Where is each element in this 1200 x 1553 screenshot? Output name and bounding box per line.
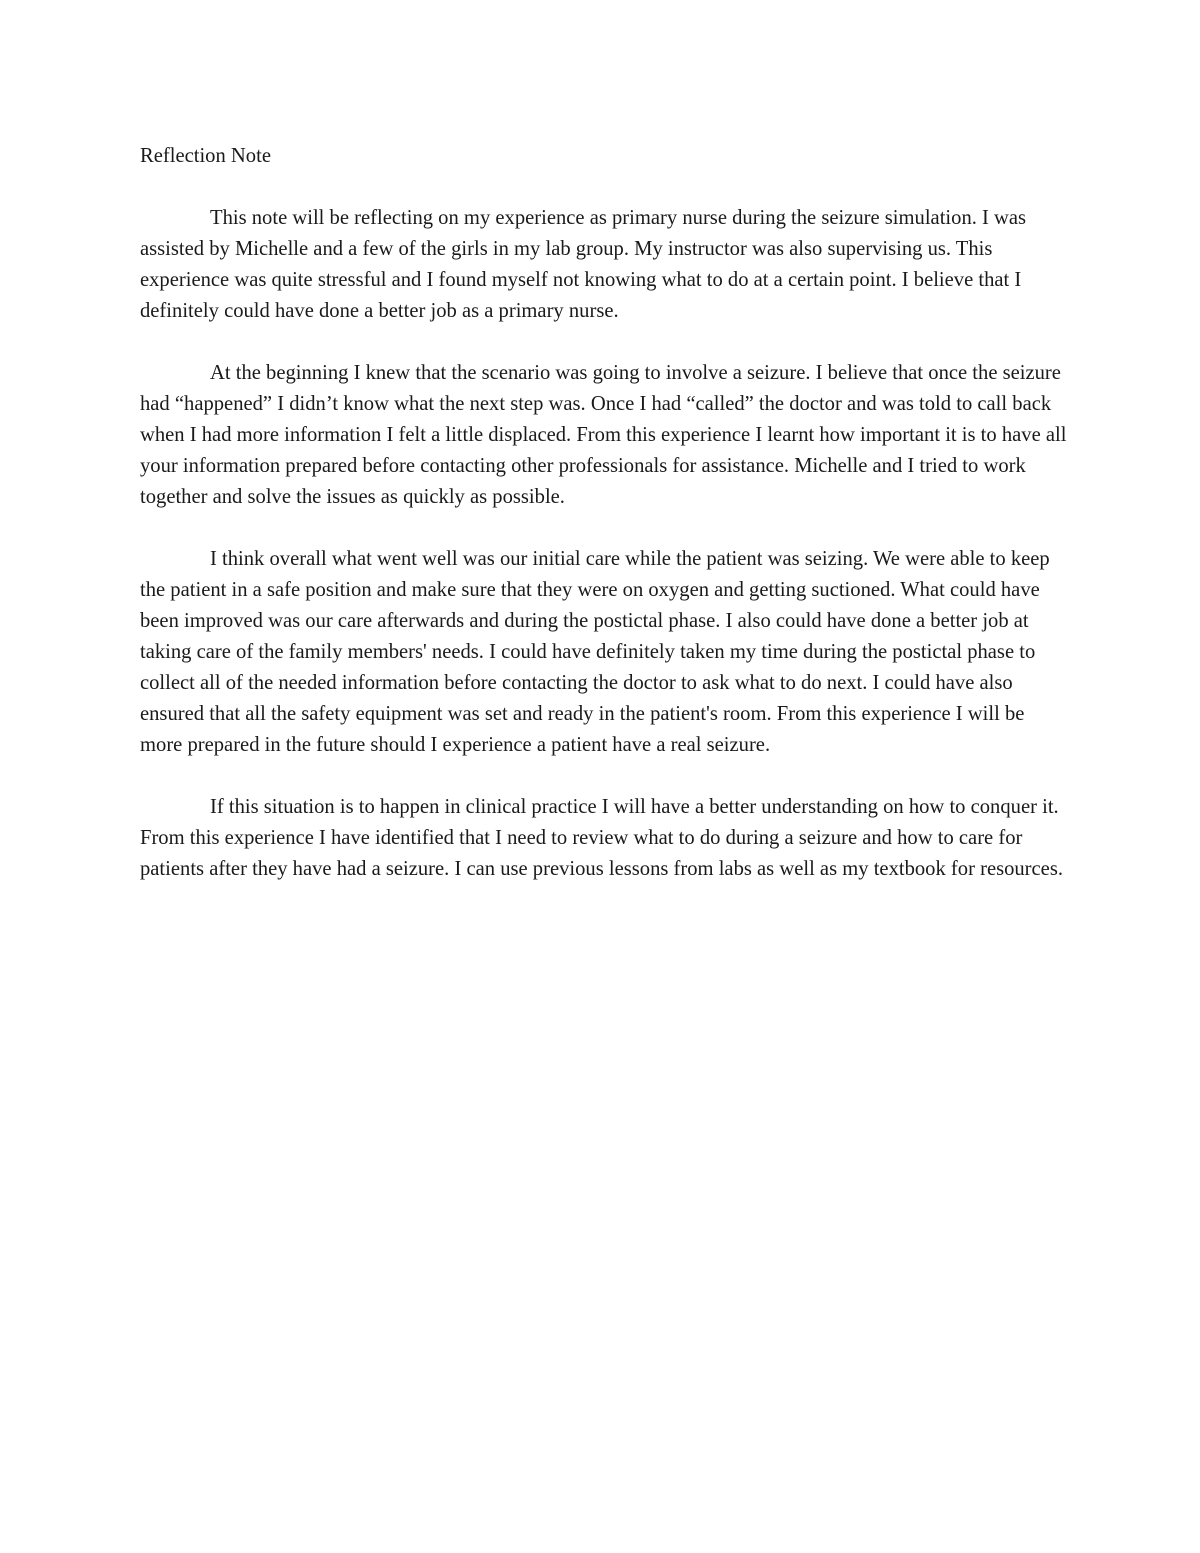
paragraph-3: I think overall what went well was our initial care while the patient was seizing. We were able to keep the patient in a safe position and make sure that they were on oxygen and getting suctioned. What could have been improved was our care afterwards and during the postictal phase. I also could have done a better job at taking care of the family members' needs. I could have definitely taken my time during the postictal phase to collect all of the needed information before contacting the doctor to ask what to do next. I could have also ensured that all the safety equipment was set and ready in the patient's room. From this experience I will be more prepared in the future should I experience a patient have a real seizure. xyxy=(140,548,1050,756)
paragraph-1: This note will be reflecting on my experience as primary nurse during the seizure simulation. I was assisted by Michelle and a few of the girls in my lab group. My instructor was also supervising us. This experience was quite stressful and I found myself not knowing what to do at a certain point. I believe that I definitely could have done a better job as a primary nurse. xyxy=(140,207,1027,322)
document-title: Reflection Note xyxy=(140,145,271,167)
paragraph-4: If this situation is to happen in clinical practice I will have a better understanding on how to conquer it. From this experience I have identified that I need to review what to do during a seizure and how to care for patients after they have had a seizure. I can use previous lessons from labs as well as my textbook for resources. xyxy=(140,796,1063,880)
paragraph-2: At the beginning I knew that the scenario was going to involve a seizure. I believe that once the seizure had “happened” I didn’t know what the next step was. Once I had “called” the doctor and was told to call back when I had more information I felt a little displaced. From this experience I learnt how important it is to have all your information prepared before contacting other professionals for assistance. Michelle and I tried to work together and solve the issues as quickly as possible. xyxy=(140,362,1067,508)
document-body xyxy=(140,141,1070,916)
